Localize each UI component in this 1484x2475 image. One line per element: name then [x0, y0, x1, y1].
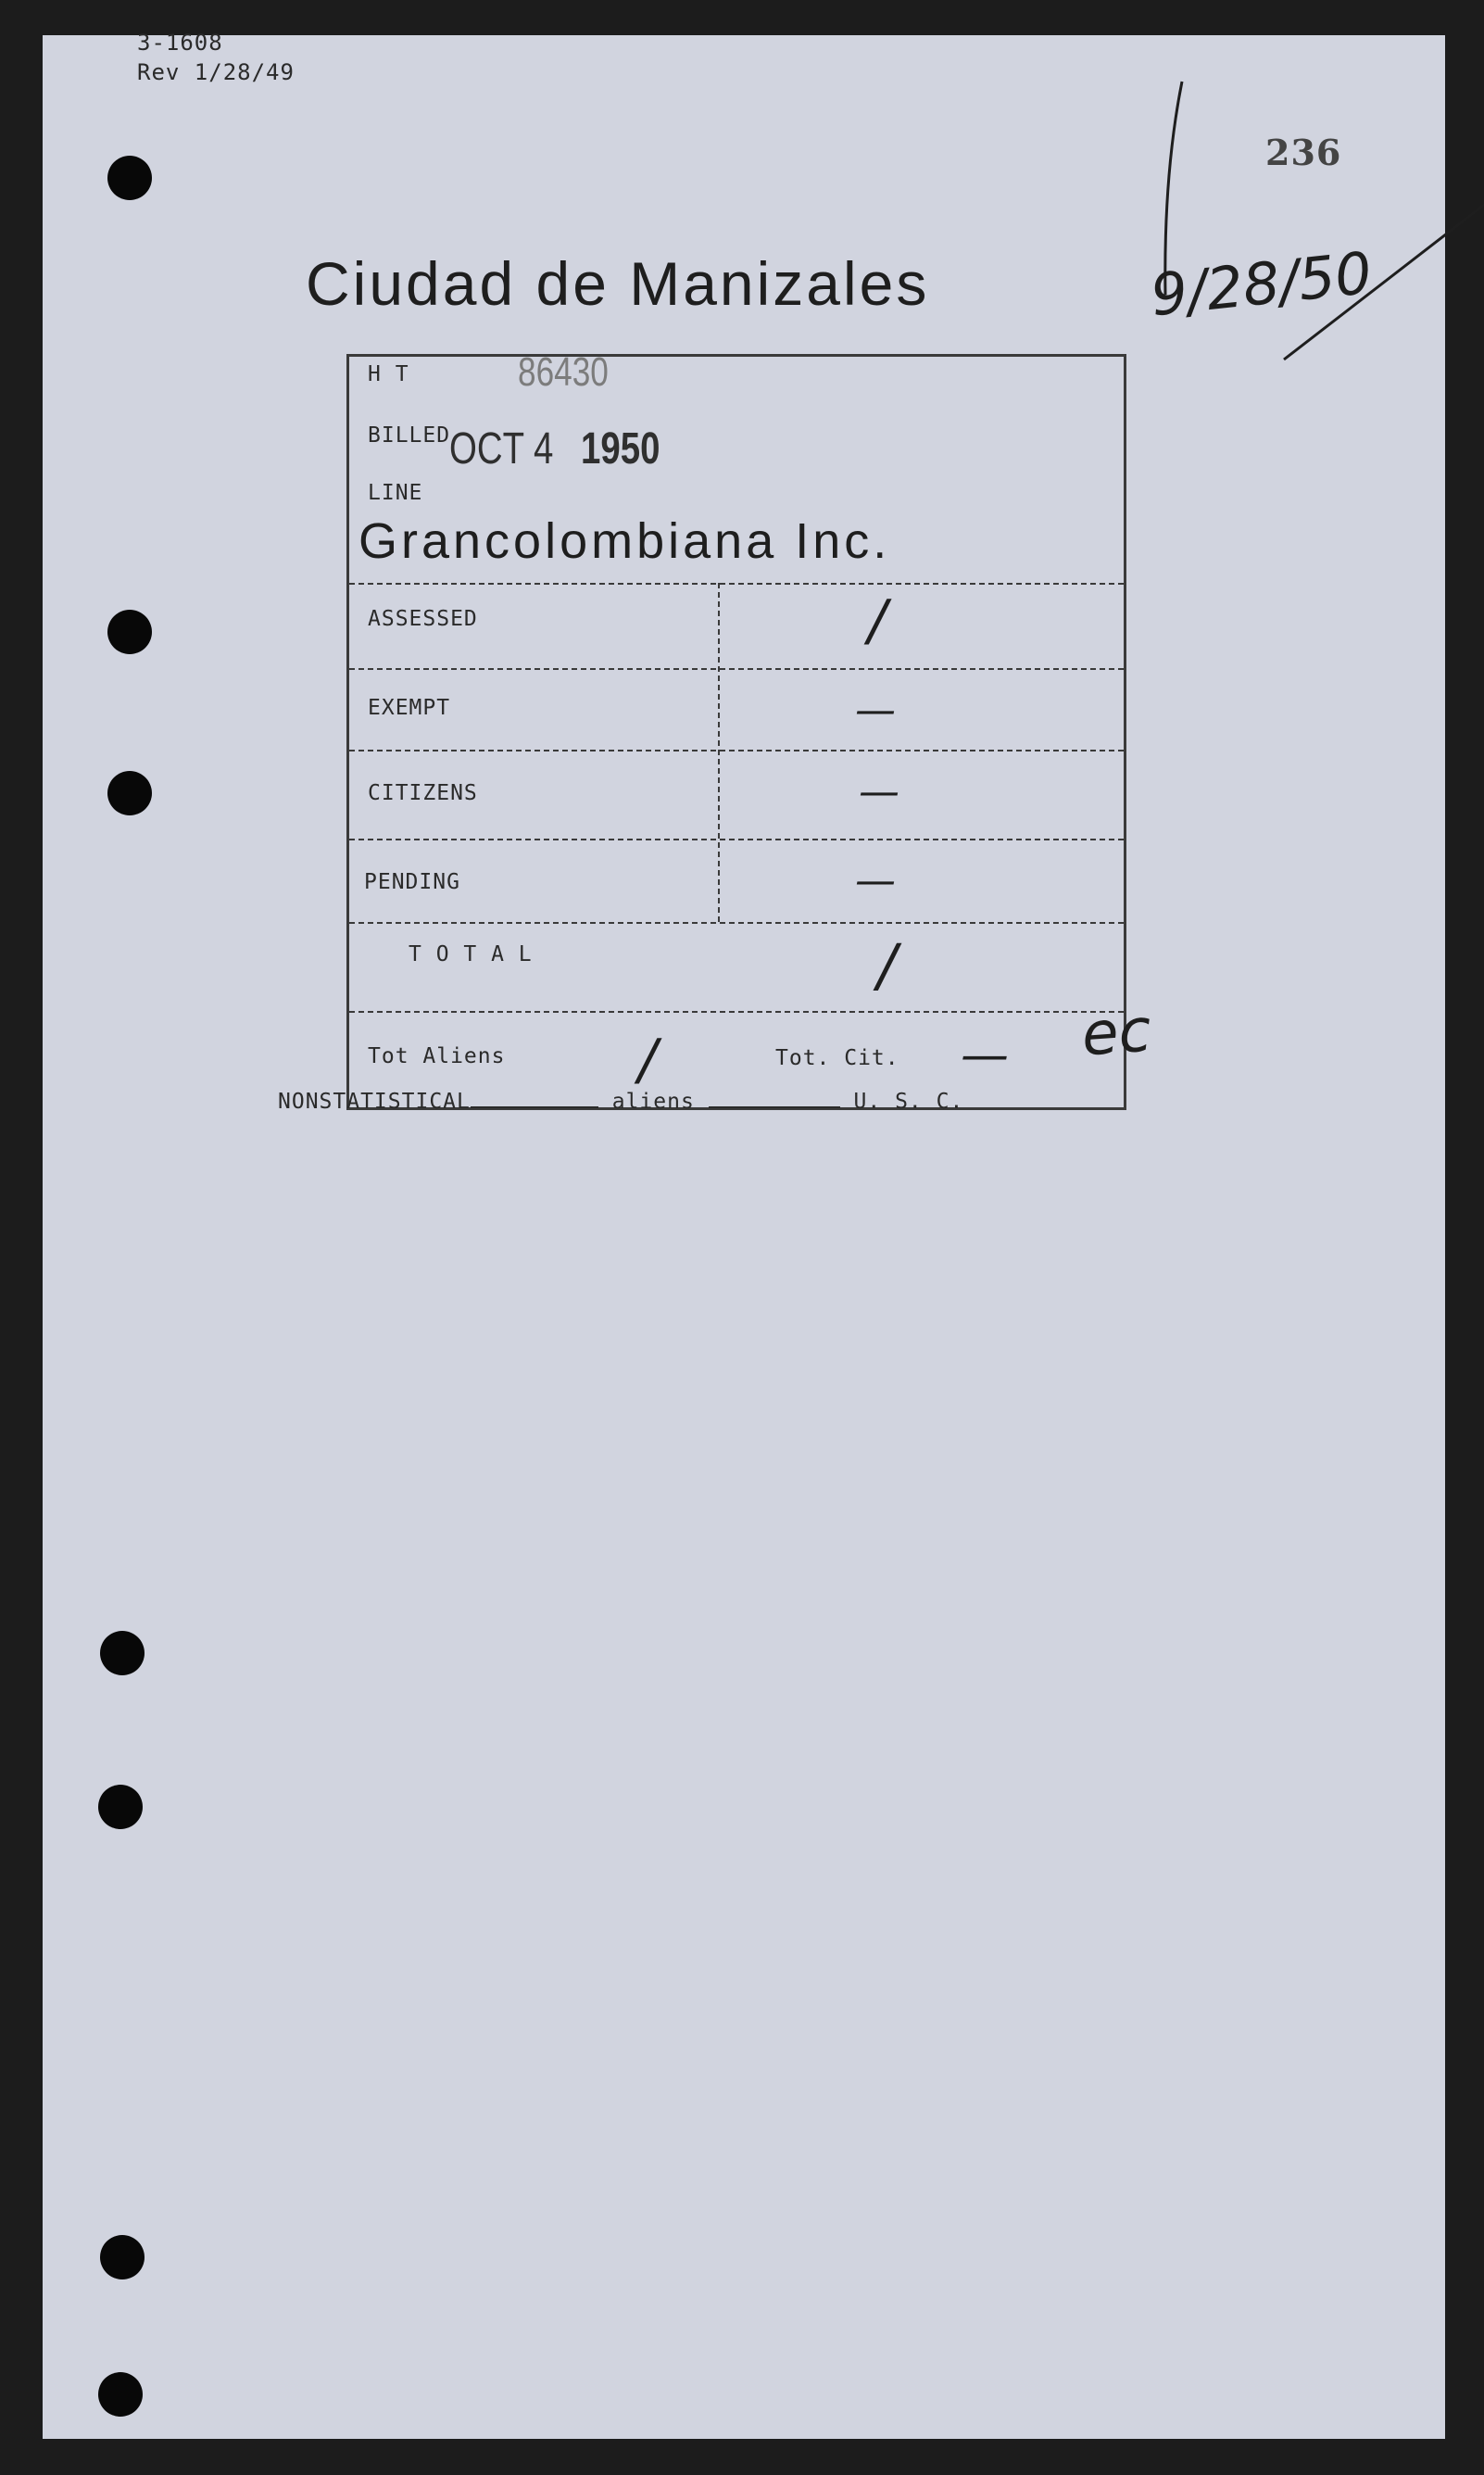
tot-cit-value: —: [961, 1028, 1009, 1083]
punch-hole: [98, 2372, 143, 2417]
ht-label: H T: [368, 362, 409, 386]
punch-hole: [98, 1785, 143, 1829]
clerk-initials: ec: [1079, 996, 1154, 1070]
form-divider: [349, 839, 1124, 840]
assessed-value: /: [868, 588, 887, 653]
punch-hole: [107, 610, 152, 654]
punch-hole: [107, 156, 152, 200]
exempt-value: —: [855, 687, 896, 734]
document-sheet: [43, 30, 1445, 2439]
total-label: T O T A L: [409, 942, 533, 966]
tot-cit-label: Tot. Cit.: [775, 1046, 899, 1070]
billed-stamp-date: OCT 4: [449, 424, 554, 474]
form-divider: [349, 922, 1124, 924]
pending-value: —: [855, 857, 896, 904]
line-value: Grancolombiana Inc.: [358, 513, 891, 569]
manifest-form: [346, 349, 1126, 1110]
form-number: 3-1608: [137, 30, 223, 56]
form-divider: [349, 583, 1124, 585]
citizens-label: CITIZENS: [368, 781, 478, 805]
ship-name: Ciudad de Manizales: [306, 249, 930, 318]
handwritten-date: 9/28/50: [1147, 238, 1376, 330]
usc-label: U. S. C.: [853, 1090, 964, 1114]
billed-label: BILLED: [368, 423, 451, 448]
nonstatistical-line: [278, 1090, 963, 1114]
citizens-value: —: [859, 768, 899, 815]
form-divider: [349, 668, 1124, 670]
line-label: LINE: [368, 481, 423, 505]
assessed-label: ASSESSED: [368, 607, 478, 631]
aliens-blank: [709, 1106, 840, 1108]
form-divider: [349, 750, 1124, 751]
punch-hole: [107, 771, 152, 815]
form-divider: [349, 1011, 1124, 1013]
pending-label: PENDING: [364, 870, 460, 894]
exempt-label: EXEMPT: [368, 696, 451, 720]
page-number: 236: [1265, 132, 1342, 173]
total-value: /: [877, 931, 897, 999]
punch-hole: [100, 2235, 145, 2279]
nonstatistical-blank: [471, 1106, 598, 1108]
aliens-label: aliens: [611, 1090, 695, 1114]
nonstatistical-label: NONSTATISTICAL: [278, 1090, 471, 1114]
ht-number: 86430: [518, 349, 609, 395]
billed-stamp-year: 1950: [581, 424, 660, 474]
tot-aliens-label: Tot Aliens: [368, 1044, 506, 1068]
date-strokes: [1145, 72, 1484, 387]
revision-date: Rev 1/28/49: [137, 59, 295, 85]
tot-aliens-value: /: [638, 1028, 658, 1092]
form-column-divider: [718, 583, 720, 922]
punch-hole: [100, 1631, 145, 1675]
